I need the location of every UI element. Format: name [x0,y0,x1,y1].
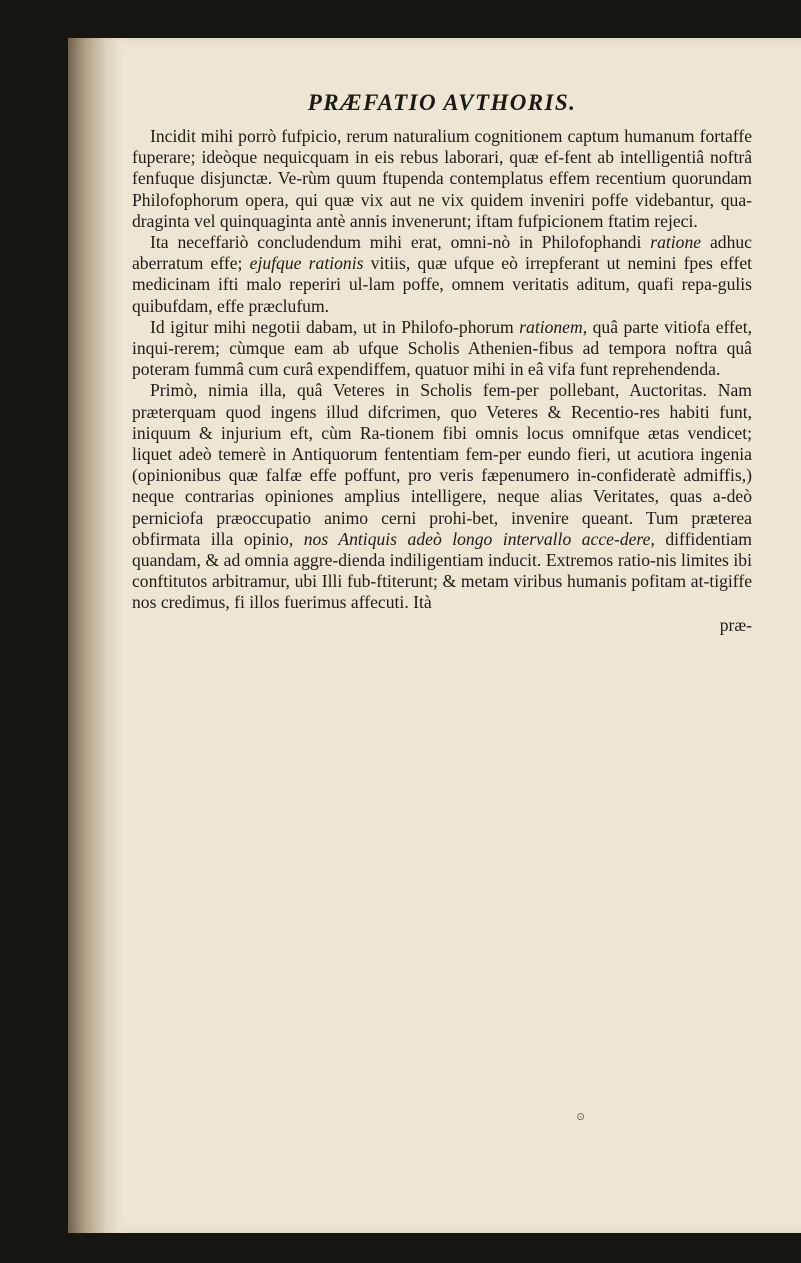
text-run: Primò, nimia illa, quâ Veteres in Scholis fem-per pollebant, Auctoritas. Nam præterquam quod ingens illud difcrimen, quo Veteres & Recentio-res habiti funt, iniquum & injurium eft, cùm Ra-tionem fibi omnis locus omnifque ætas vendicet; liquet adeò temerè in Antiquorum fententiam fem-per eundo fieri, ut acutiora ingenia (opinionibus quæ falfæ effe poffunt, pro veris fæpenumero in-confideratè admiffis,) neque contrarias opiniones amplius intelligere, neque alias Veritates, quas a-deò perniciofa præoccupatio animo cerni prohi-bet, invenire queant. Tum præterea obfirmata illa opinio, [132,380,752,549]
body-text [132,126,752,614]
running-head: PRÆFATIO AVTHORIS. [307,90,577,115]
paragraph [132,232,752,317]
ink-mark-icon: ⊙ [576,1110,586,1123]
text-run: , quâ parte vitiofa effet, inqui-rerem; cùmque eam ab ufque Scholis Athenien-fibus ad tempora noftra quâ poteram fummâ cum curâ expendiffem, quatuor mihi in eâ vifa funt reprehendenda. [132,316,752,380]
text-block [132,90,752,636]
italic-phrase: ratione [650,232,702,253]
page-gutter-shadow [68,38,124,1233]
text-run: , diffidentiam quandam, & ad omnia aggre-dienda indiligentiam inducit. Extremos ratio-nis limites ibi conftitutos arbitramur, ubi Illi fub-ftiterunt; & metam viribus humanis pofitam at-tigiffe nos credimus, fi illos fuerimus affecuti. Ità [132,528,752,613]
paragraph [132,380,752,613]
paragraph [132,317,752,381]
text-run: Id igitur mihi negotii dabam, ut in Philofo-phorum [150,316,520,337]
text-run: adhuc aberratum effe; [132,232,752,274]
italic-phrase: rationem [519,316,583,337]
italic-phrase: nos Antiquis adeò longo intervallo acce-dere [303,528,651,549]
book-page [68,38,801,1233]
text-run: Ita neceffariò concludendum mihi erat, omni-nò in Philofophandi [150,232,651,253]
catchword: præ- [719,614,752,635]
italic-phrase: ejufque rationis [249,253,364,274]
paragraph [132,126,752,232]
text-run: Incidit mihi porrò fufpicio, rerum naturalium cognitionem captum humanum fortaffe fuperare; ideòque nequicquam in eis rebus laborari, quæ ef-fent ab intelligentiâ noftrâ fenfuque disjunctæ. Ve-rùm quum ftupenda contemplatus effem recentium quorundam Philofophorum opera, qui quæ vix aut ne vix quidem inveniri poffe videbantur, qua-draginta vel quinquaginta antè annis invenerunt; iftam fufpicionem ftatim rejeci. [132,126,752,231]
text-run: vitiis, quæ ufque eò irrepferant ut nemini fpes effet medicinam ifti malo reperiri ul-lam poffe, omnem veritatis aditum, quafi repa-gulis quibufdam, effe præclufum. [132,253,753,316]
